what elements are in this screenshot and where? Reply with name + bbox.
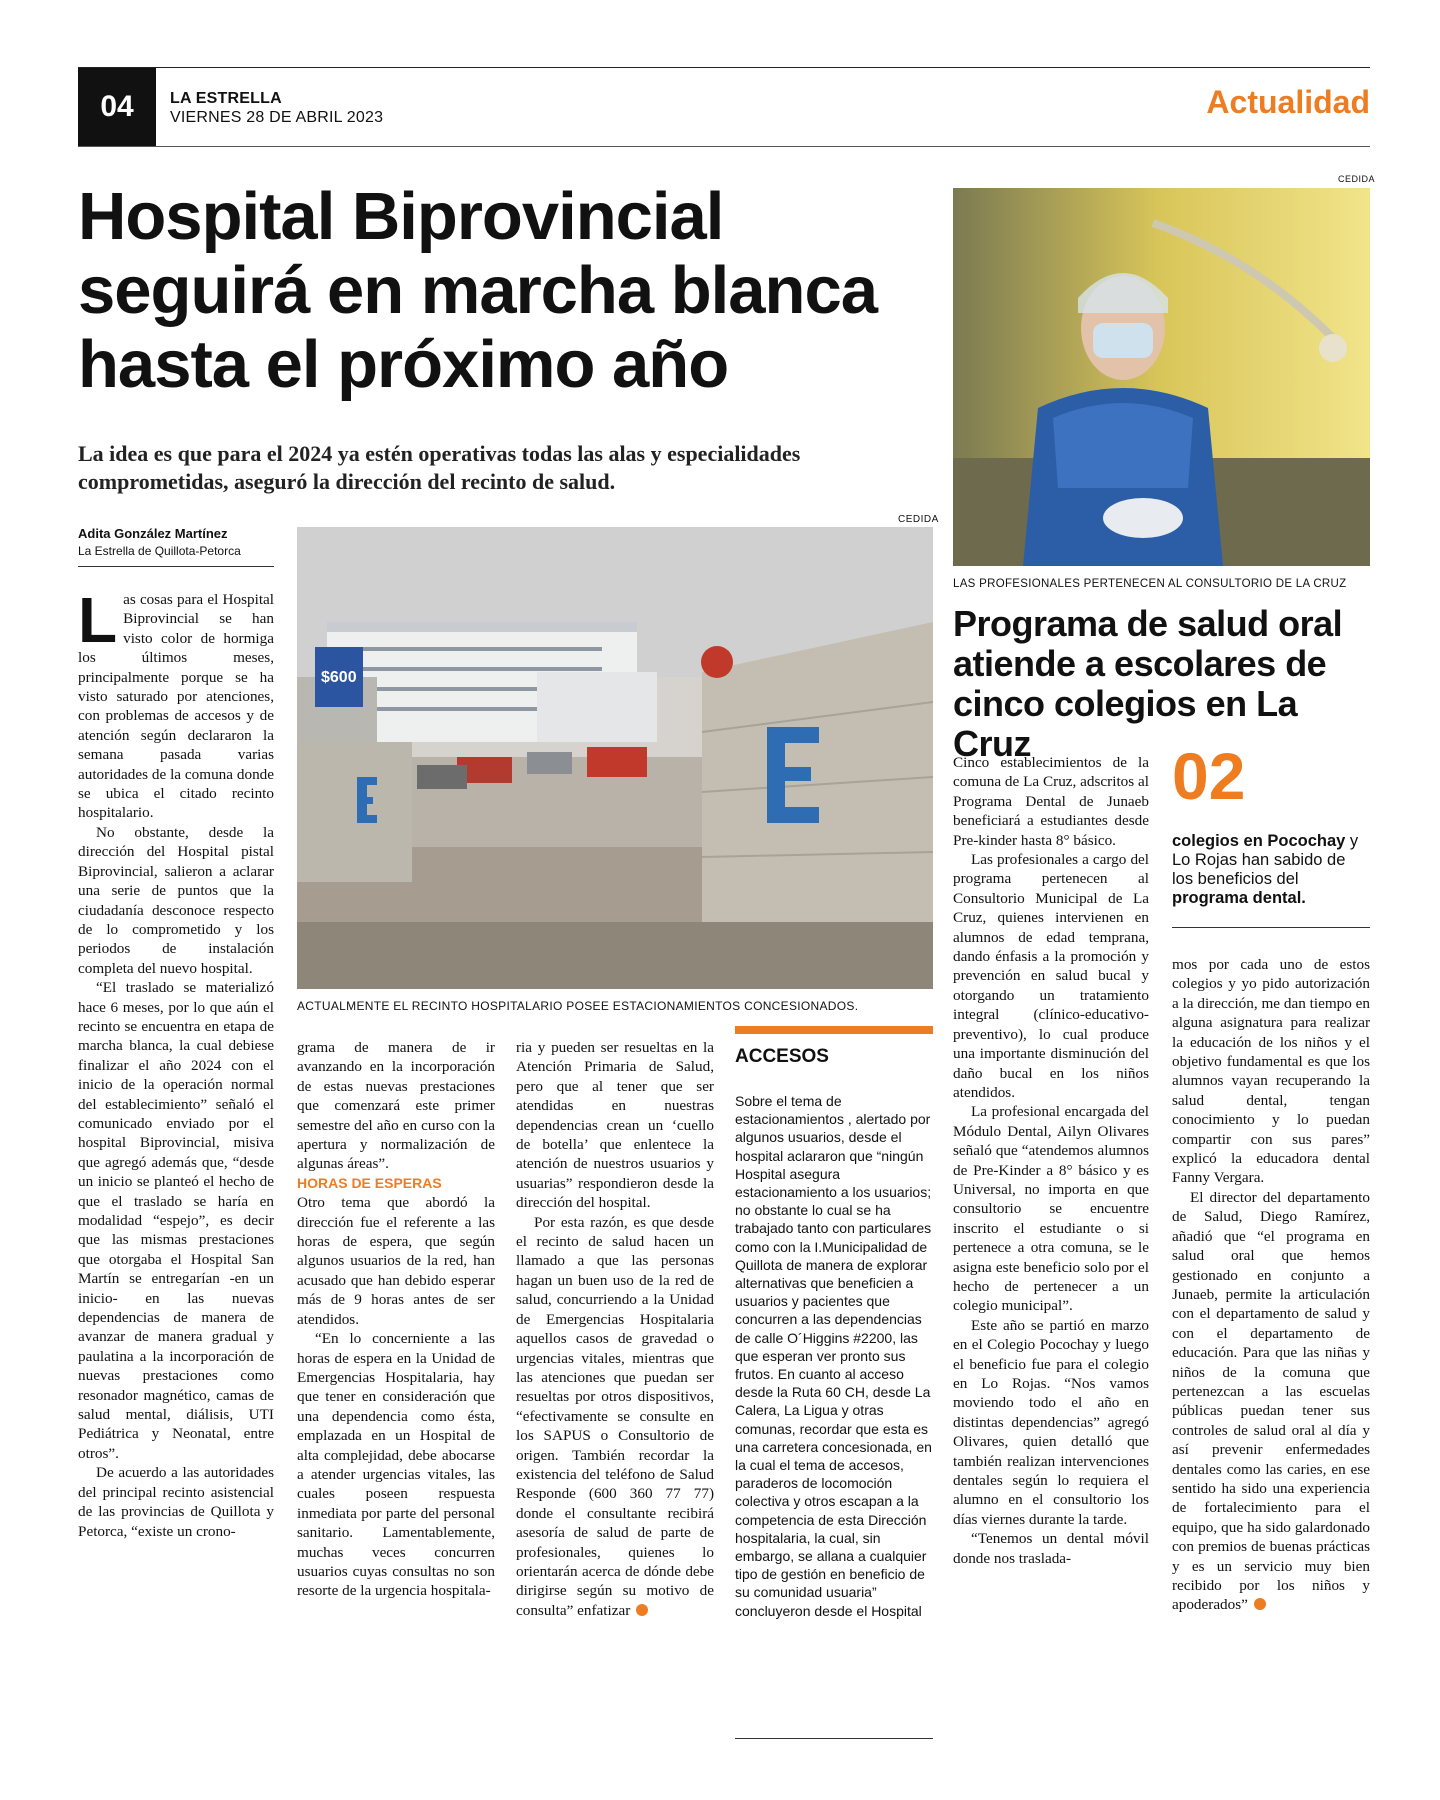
header-rule <box>78 146 1370 147</box>
fact-text <box>1172 832 1370 908</box>
sidebar-title: ACCESOS <box>735 1046 829 1067</box>
sidebar-bottom-rule <box>735 1738 933 1739</box>
side-column-1 <box>953 753 1149 1568</box>
photo-caption: ACTUALMENTE EL RECINTO HOSPITALARIO POSEE ESTACIONAMIENTOS CONCESIONADOS. <box>297 999 859 1013</box>
section-label: Actualidad <box>1206 84 1370 120</box>
paragraph: “Tenemos un dental móvil donde nos traslada- <box>953 1530 1149 1567</box>
page-number: 04 <box>78 68 156 146</box>
issue-date: VIERNES 28 DE ABRIL 2023 <box>170 109 384 126</box>
fact-rule <box>1172 927 1370 928</box>
sidebar-accent-bar <box>735 1026 933 1034</box>
drop-cap: L <box>78 584 118 656</box>
photo-caption: LAS PROFESIONALES PERTENECEN AL CONSULTORIO DE LA CRUZ <box>953 578 1347 590</box>
sidebar-text: Sobre el tema de estacionamientos , alertado por algunos usuarios, desde el hospital aclararon que “ningún Hospital asegura estacionamiento a los usuarios; no obstante lo cual se ha trabajado tanto con particulares como con la I.Municipalidad de Quillota de manera de explorar alternativas que beneficien a usuarios y pacientes que concurren a las dependencias de calle O´Higgins #2200, las que esperan ver pronto sus frutos. En cuanto al acceso desde la Ruta 60 CH, desde La Calera, La Ligua y otras comunas, recordar que esta es una carretera concesionada, en la cual el tema de accesos, paraderos de locomoción colectiva y otros escapan a la competencia de esta Dirección hospitalaria, la cual, sin embargo, se allana a cualquier tipo de gestión en beneficio de su comunidad usuaria” concluyeron desde el Hospital <box>735 1093 932 1619</box>
paragraph: “En lo concerniente a las horas de espera en la Unidad de Emergencias Hospitalaria, hay que tener en consideración que una dependencia como ésta, emplazada en un Hospital de alta complejidad, debe abocarse a atender urgencias vitales, las cuales poseen respuesta inmediata por parte del personal sanitario. Lamentablemente, muchas veces concurren usuarios cuyas consultas no son resorte de la urgencia hospitala- <box>297 1330 495 1600</box>
byline-org: La Estrella de Quillota-Petorca <box>78 544 241 558</box>
fact-number: 02 <box>1172 739 1246 813</box>
main-column-3 <box>516 1038 714 1620</box>
photo-credit: CEDIDA <box>1338 174 1376 184</box>
paragraph: El director del departamento de Salud, Diego Ramírez, añadió que “el programa en salud oral que hemos gestionado en conjunto a Junaeb, permite la articulación con el departamento de salud y con el departamento de educación. Para que las niñas y niños de la comuna que pertenezcan a las escuelas públicas puedan tener sus controles de salud oral al día y así prevenir enfermedades dentales como las caries, en ese sentido ha sido una experiencia de fortalecimiento para el equipo, que ha sido galardonado con premios de buenas prácticas y es un servicio muy bien recibido por los niños y apoderados” <box>1172 1188 1370 1614</box>
photo-sign-price: $600 <box>321 669 357 686</box>
paragraph: mos por cada uno de estos colegios y yo pido autorización a la dirección, me dan tiempo en alguna asignatura para realizar la educación de los niños y el objetivo fundamental es que los alumnos vayan recuperando la salud dental, tengan conocimiento y lo puedan compartir con sus pares” explicó la educadora dental Fanny Vergara. <box>1172 956 1370 1187</box>
byline-rule <box>78 566 274 567</box>
fact-rest: y Lo Rojas han sabido de los beneficios del <box>1172 832 1359 888</box>
paragraph: ria y pueden ser resueltas en la Atención Primaria de Salud, pero que al tener que ser atendidas en nuestras dependencias crean un ‘cuello de botella’ que enlentece la atención de nuestros usuarios y usuarias” respondieron desde la dirección del hospital. <box>516 1039 714 1212</box>
paragraph: Las profesionales a cargo del programa pertenecen al Consultorio Municipal de La Cruz, quienes intervienen en alumnos de edad temprana, dando énfasis a la promoción y prevención en salud bucal y otorgando un tratamiento integral (clínico-educativo-preventivo), lo cual produce una importante disminución del daño bucal en los niños atendidos. <box>953 851 1149 1101</box>
paragraph: De acuerdo a las autoridades del principal recinto asistencial de las provincias de Quillota y Petorca, “existe un crono- <box>78 1464 274 1540</box>
paragraph: Por esta razón, es que desde el recinto de salud hacen un llamado a que las personas hagan un buen uso de la red de salud, concurriendo a la Unidad de Emergencias Hospitalaria aquellos casos de gravedad o urgencias vitales, mientras que las atenciones que puedan ser resueltas por otros dispositivos, “efectivamente se consulte en los SAPUS o Consultorio de origen. También recordar la existencia del teléfono de Salud Responde (600 360 77 77) donde el consultante recibirá asesoría de salud de parte de profesionales, quienes lo orientarán acerca de dónde debe dirigirse según su motivo de consulta” enfatizar <box>516 1213 714 1619</box>
end-mark-icon <box>1254 1598 1266 1610</box>
main-column-1 <box>78 584 274 1541</box>
paragraph: Las cosas para el Hospital Biprovincial se han visto color de hormiga los últimos meses, principalmente porque se ha visto saturado por atenciones, con problemas de accesos y de atención según declararon la semana pasada varias autoridades de la comuna donde se ubica el citado recinto hospitalario. <box>78 584 274 822</box>
byline-author: Adita González Martínez <box>78 526 228 541</box>
main-headline: Hospital Biprovincial seguirá en marcha blanca hasta el próximo año <box>78 179 877 402</box>
paragraph: “El traslado se materializó hace 6 meses, por lo que aún el recinto se encuentra en etapa de marcha blanca, la cual debiese finalizar el año 2024 con el inicio de la operación normal del establecimiento” señaló el comunicado enviado por el hospital Biprovincial, misiva que agregó además que, “desde un inicio se planteó el hecho de que el traslado se haría en modalidad “espejo”, es decir que las mismas prestaciones que otorgaba el Hospital San Martín se entregarían -en un inicio- en las nuevas dependencias de manera de avanzar de manera gradual y paulatina a la incorporación de nuevas prestaciones como resonador magnético, camas de salud mental, diálisis, UTI Pediátrica y Neonatal, entre otros”. <box>78 979 274 1462</box>
paragraph: Este año se partió en marzo en el Colegio Pocochay y luego el beneficio fue para el colegio en Lo Rojas. “Nos vamos moviendo todo el año en distintas dependencias” agregó Olivares, quien detalló que también realizan intervenciones dentales según lo requiera el alumno en el consultorio los días viernes durante la tarde. <box>953 1316 1149 1528</box>
subheading: HORAS DE ESPERAS <box>297 1174 442 1191</box>
main-deck: La idea es que para el 2024 ya estén operativas todas las alas y especialidades comprometidas, aseguró la dirección del recinto de salud. <box>78 441 801 494</box>
paragraph: Cinco establecimientos de la comuna de La Cruz, adscritos al Programa Dental de Junaeb beneficiará a estudiantes desde Pre-kinder hasta 8° básico. <box>953 754 1149 849</box>
photo-credit: CEDIDA <box>898 514 939 525</box>
paragraph: grama de manera de ir avanzando en la incorporación de estas nuevas prestaciones que comenzará este primer semestre del año en curso con la apertura y normalización de algunas áreas”. <box>297 1039 495 1173</box>
paragraph: No obstante, desde la dirección del Hospital pistal Biprovincial, salieron a aclarar una serie de puntos que la ciudadanía desconoce respecto de lo comprometido y los periodos de instalación completa del nuevo hospital. <box>78 823 274 977</box>
hospital-parking-photo <box>297 527 933 989</box>
end-mark-icon <box>636 1604 648 1616</box>
newspaper-name: LA ESTRELLA <box>170 90 282 107</box>
main-column-2 <box>297 1038 495 1601</box>
top-rule <box>78 67 1370 68</box>
fact-bold-2: programa dental. <box>1172 889 1306 907</box>
dentist-photo <box>953 188 1370 566</box>
side-column-2 <box>1172 955 1370 1615</box>
paragraph: La profesional encargada del Módulo Dental, Ailyn Olivares señaló que “atendemos alumnos de Pre-Kinder a 8° básico y es Universal, no importa en que consultorio se encuentre inscrito el estudiante o si pertenece a otra comuna, se le asigna este beneficio solo por el hecho de pertenecer a un colegio municipal”. <box>953 1103 1149 1315</box>
fact-bold: colegios en Pocochay <box>1172 832 1346 850</box>
paragraph: Otro tema que abordó la dirección fue el referente a las horas de espera, que según algunos usuarios de la red, han acusado que han debido esperar más de 9 horas antes de ser atendidos. <box>297 1194 495 1328</box>
side-headline: Programa de salud oral atiende a escolares de cinco colegios en La Cruz <box>953 603 1343 764</box>
